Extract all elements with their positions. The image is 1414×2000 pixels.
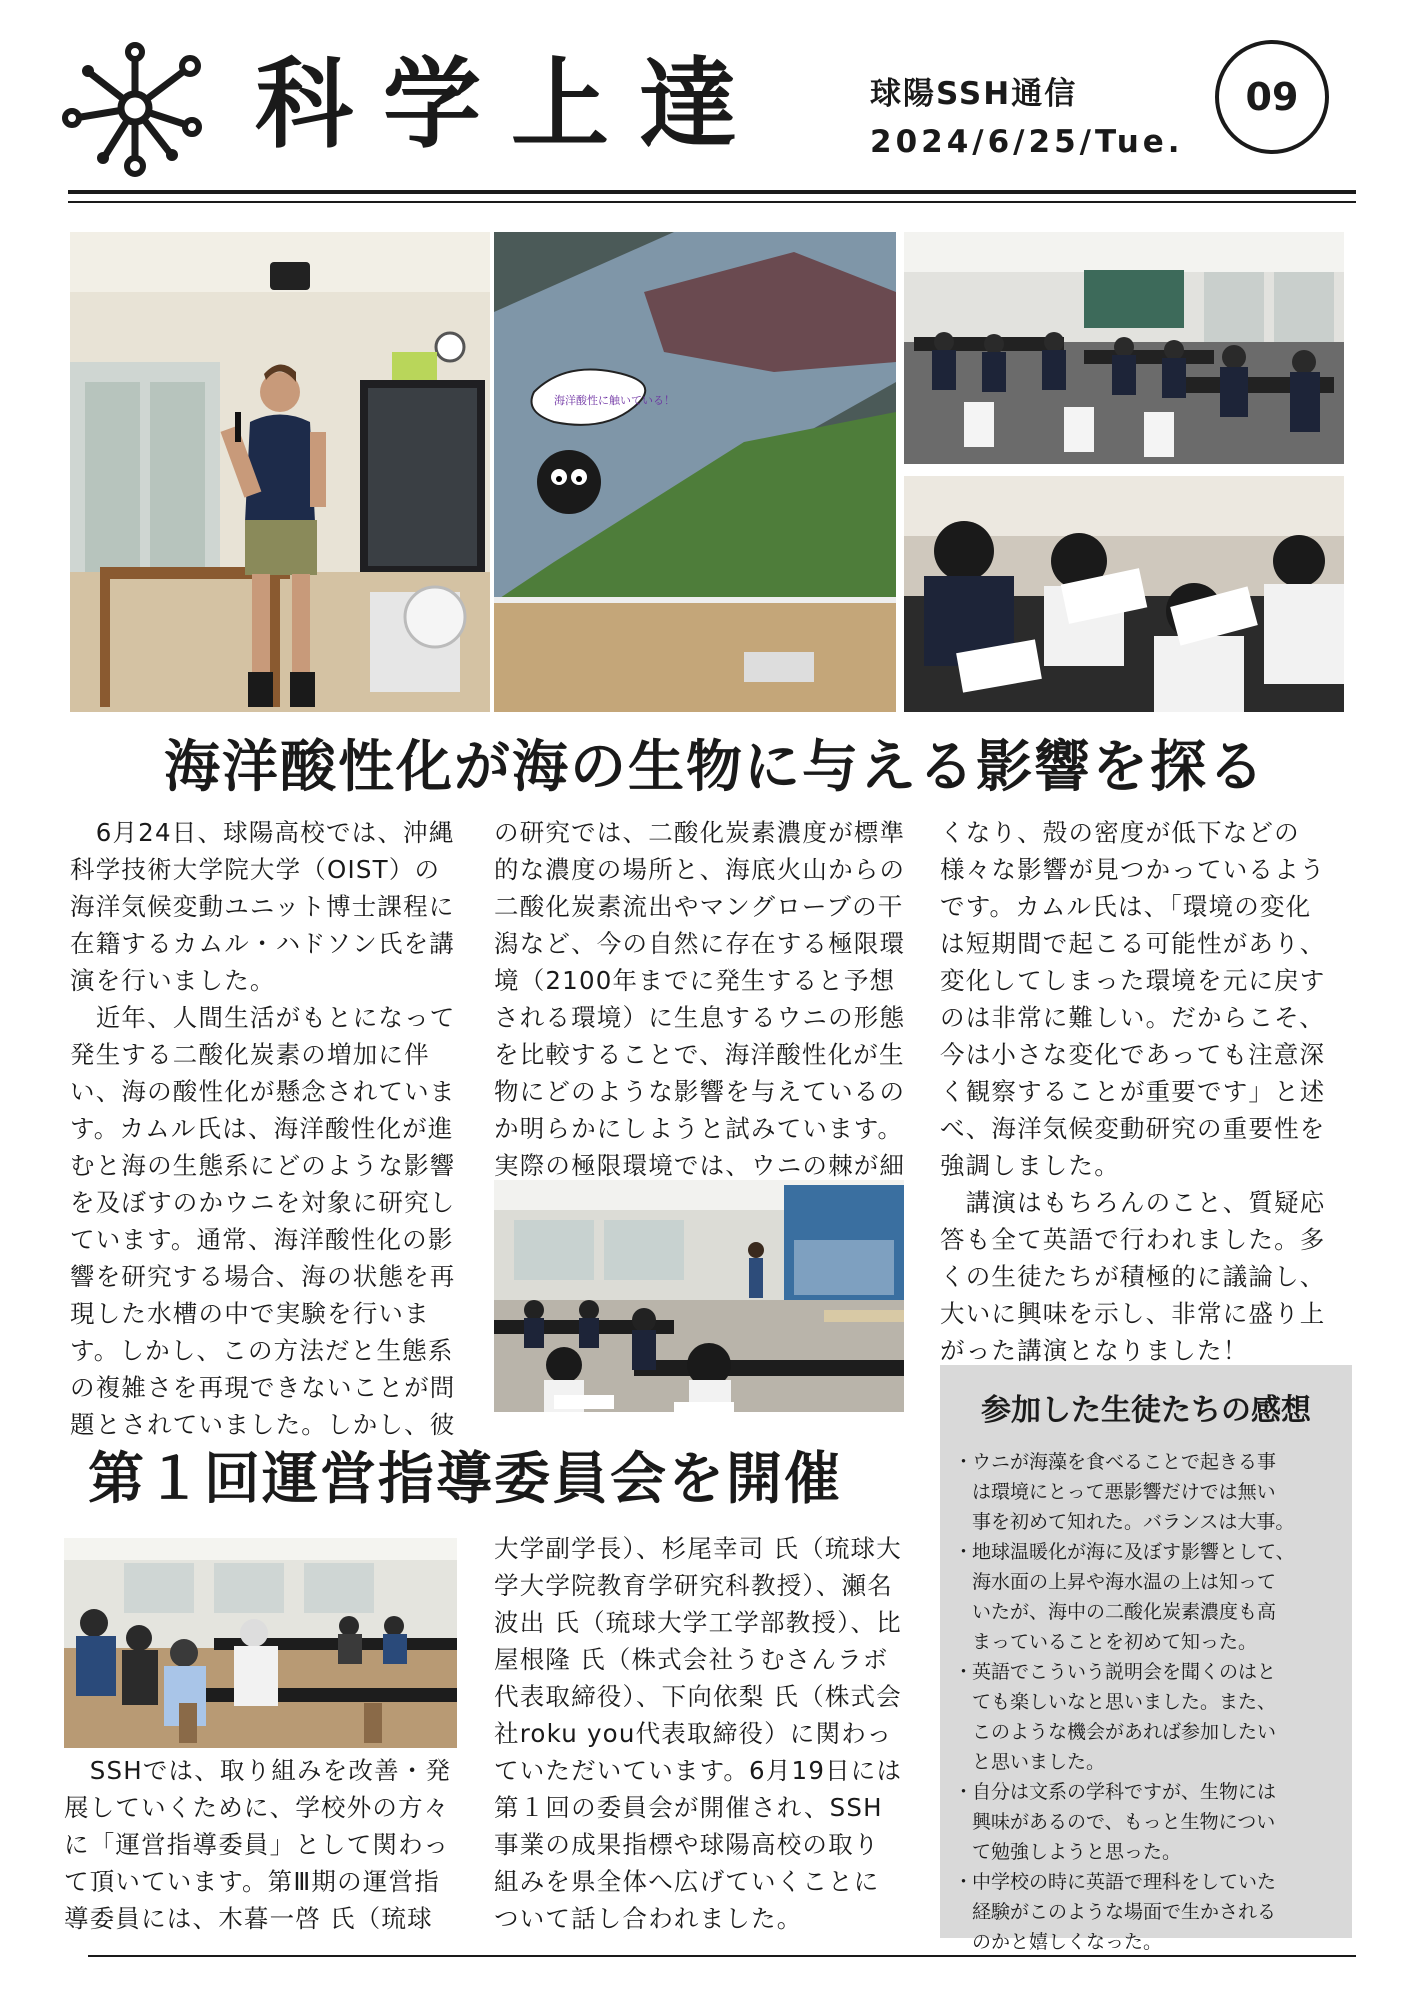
- text-line: は短期間で起こる可能性があり、: [940, 929, 1326, 958]
- students-reading-photo: [904, 476, 1344, 712]
- text-line: 6月24日、球陽高校では、沖縄: [70, 818, 455, 847]
- list-item-cont: 経験がこのような場面で生かされる: [972, 1901, 1277, 1923]
- text-line: い、海の酸性化が懸念されていま: [70, 1077, 456, 1106]
- student-impressions-box: [940, 1365, 1352, 1953]
- text-line: がった講演となりました！: [940, 1336, 1249, 1365]
- text-line: 強調しました。: [940, 1151, 1120, 1180]
- header-rule-thin: [68, 201, 1356, 203]
- article2-column-1: [64, 1752, 451, 1937]
- text-line: です。カムル氏は、「環境の変化: [940, 892, 1312, 921]
- list-item: ・ウニが海藻を食べることで起きる事: [954, 1447, 1344, 1477]
- text-line: く観察することが重要です」と述: [940, 1077, 1326, 1106]
- text-line: 的な濃度の場所と、海底火山からの: [494, 855, 906, 884]
- impressions-title: 参加した生徒たちの感想: [981, 1393, 1311, 1428]
- list-item: ・英語でこういう説明会を聞くのはと: [954, 1657, 1344, 1687]
- text-line: 大いに興味を示し、非常に盛り上: [940, 1299, 1326, 1328]
- bullet: ・: [954, 1661, 974, 1683]
- text-line: 今は小さな変化であっても注意深: [940, 1040, 1326, 1069]
- list-item-cont: 海水面の上昇や海水温の上は知って: [972, 1571, 1277, 1593]
- article-heading-committee: 第１回運営指導委員会を開催: [88, 1447, 842, 1512]
- text-line: て頂いています。第Ⅲ期の運営指: [64, 1867, 440, 1896]
- text-line: 第１回の委員会が開催され、SSH: [494, 1793, 883, 1822]
- text-line: す。カムル氏は、海洋酸性化が進: [70, 1114, 454, 1143]
- bullet: ・: [954, 1781, 974, 1803]
- list-item-cont: と思いました。: [972, 1751, 1106, 1773]
- text-line: の複雑さを再現できないことが問: [70, 1373, 456, 1402]
- list-item-cont: まっていることを初めて知った。: [972, 1631, 1258, 1653]
- text-line: べ、海洋気候変動研究の重要性を: [940, 1114, 1326, 1143]
- article1-column-3: [940, 814, 1326, 1369]
- text-line: 題とされていました。しかし、彼: [70, 1410, 456, 1439]
- text-line: 学大学院教育学研究科教授）、瀬名: [494, 1571, 893, 1600]
- bullet: ・: [954, 1541, 974, 1563]
- list-item-cont: このような機会があれば参加したい: [972, 1721, 1277, 1743]
- text-line: 物にどのような影響を与えているの: [494, 1077, 906, 1106]
- text-line: 実際の極限環境では、ウニの棘が細: [494, 1151, 906, 1180]
- molecule-logo-icon: [60, 38, 210, 178]
- text-line: を比較することで、海洋酸性化が生: [494, 1040, 905, 1069]
- text-line: 在籍するカムル・ハドソン氏を講: [70, 929, 456, 958]
- list-item-cont: 興味があるので、もっと生物につい: [972, 1811, 1276, 1833]
- bullet: ・: [954, 1451, 974, 1473]
- text-line: 導委員には、木暮一啓 氏（琉球: [64, 1904, 433, 1933]
- text-line: ていただいています。6月19日には: [494, 1756, 903, 1785]
- list-item: ・地球温暖化が海に及ぼす影響として、: [954, 1537, 1344, 1567]
- impressions-list: [954, 1447, 1344, 1957]
- text-line: ています。通常、海洋酸性化の影: [70, 1225, 454, 1254]
- text-line: むと海の生態系にどのような影響: [70, 1151, 456, 1180]
- projector-slide-photo: [494, 232, 896, 712]
- article1-column-2: [494, 814, 905, 1184]
- text-line: 組みを県全体へ広げていくことに: [494, 1867, 880, 1896]
- text-line: に「運営指導委員」として関わっ: [64, 1830, 450, 1859]
- text-line: 潟など、今の自然に存在する極限環: [494, 929, 906, 958]
- text-line: 発生する二酸化炭素の増加に伴: [70, 1040, 430, 1069]
- text-line: 屋根隆 氏（株式会社うむさんラボ: [494, 1645, 889, 1674]
- issue-date: 2024/6/25/Tue.: [870, 124, 1184, 160]
- text-line: 様々な影響が見つかっているよう: [940, 855, 1326, 884]
- text-line: くの生徒たちが積極的に議論し、: [940, 1262, 1326, 1291]
- text-line: 大学副学長）、杉尾幸司 氏（琉球大: [494, 1534, 902, 1563]
- footer-rule: [88, 1955, 1356, 1957]
- text-line: ついて話し合われました。: [494, 1904, 803, 1933]
- issue-number-badge: 09: [1215, 40, 1329, 154]
- newsletter-title: 科学上達: [255, 48, 768, 162]
- text-line: される環境）に生息するウニの形態: [494, 1003, 906, 1032]
- text-line: SSHでは、取り組みを改善・発: [64, 1756, 452, 1785]
- article2-column-2: [494, 1530, 902, 1937]
- text-line: 波出 氏（琉球大学工学部教授）、比: [494, 1608, 902, 1637]
- lecturer-photo: [70, 232, 490, 712]
- text-line: 二酸化炭素流出やマングローブの干: [494, 892, 904, 921]
- text-line: 講演はもちろんのこと、質疑応: [940, 1188, 1326, 1217]
- text-line: を及ぼすのかウニを対象に研究し: [70, 1188, 456, 1217]
- text-line: のは非常に難しい。だからこそ、: [940, 1003, 1326, 1032]
- text-line: 現した水槽の中で実験を行いま: [70, 1299, 430, 1328]
- text-line: 変化してしまった環境を元に戻す: [940, 966, 1326, 995]
- lecture-hall-photo: [494, 1180, 904, 1412]
- article1-column-1: [70, 814, 456, 1443]
- slide-bubble-text: 海洋酸性に触いている！: [554, 394, 675, 407]
- header-rule: [68, 190, 1356, 194]
- list-item: ・自分は文系の学科ですが、生物には: [954, 1777, 1344, 1807]
- text-line: 事業の成果指標や球陽高校の取り: [494, 1830, 880, 1859]
- list-item-cont: は環境にとって悪影響だけでは無い: [972, 1481, 1276, 1503]
- text-line: 代表取締役）、下向依梨 氏（株式会: [494, 1682, 902, 1711]
- text-line: 答も全て英語で行われました。多: [940, 1225, 1326, 1254]
- classroom-photo: [904, 232, 1344, 464]
- list-item-cont: ても楽しいなと思いました。また、: [972, 1691, 1277, 1713]
- text-line: 境（2100年までに発生すると予想: [494, 966, 896, 995]
- committee-meeting-photo: [64, 1538, 457, 1748]
- text-line: す。しかし、この方法だと生態系: [70, 1336, 454, 1365]
- text-line: 社roku you代表取締役）に関わっ: [494, 1719, 893, 1748]
- text-line: 近年、人間生活がもとになって: [70, 1003, 456, 1032]
- text-line: か明らかにしようと試みています。: [494, 1114, 904, 1143]
- list-item-cont: のかと嬉しくなった。: [972, 1931, 1163, 1953]
- article-heading-ocean-acidification: 海洋酸性化が海の生物に与える影響を探る: [164, 735, 1266, 800]
- text-line: 海洋気候変動ユニット博士課程に: [70, 892, 455, 921]
- text-line: 科学技術大学院大学（OIST）の: [70, 855, 441, 884]
- list-item-cont: いたが、海中の二酸化炭素濃度も高: [972, 1601, 1277, 1623]
- list-item-cont: 事を初めて知れた。バランスは大事。: [972, 1511, 1295, 1533]
- newsletter-subtitle: 球陽SSH通信: [870, 76, 1078, 112]
- list-item: ・中学校の時に英語で理科をしていた: [954, 1867, 1344, 1897]
- bullet: ・: [954, 1871, 974, 1893]
- text-line: 展していくために、学校外の方々: [64, 1793, 450, 1822]
- text-line: 響を研究する場合、海の状態を再: [70, 1262, 456, 1291]
- text-line: くなり、殻の密度が低下などの: [940, 818, 1300, 847]
- text-line: 演を行いました。: [70, 966, 276, 995]
- list-item-cont: て勉強しようと思った。: [972, 1841, 1182, 1863]
- text-line: の研究では、二酸化炭素濃度が標準: [494, 818, 906, 847]
